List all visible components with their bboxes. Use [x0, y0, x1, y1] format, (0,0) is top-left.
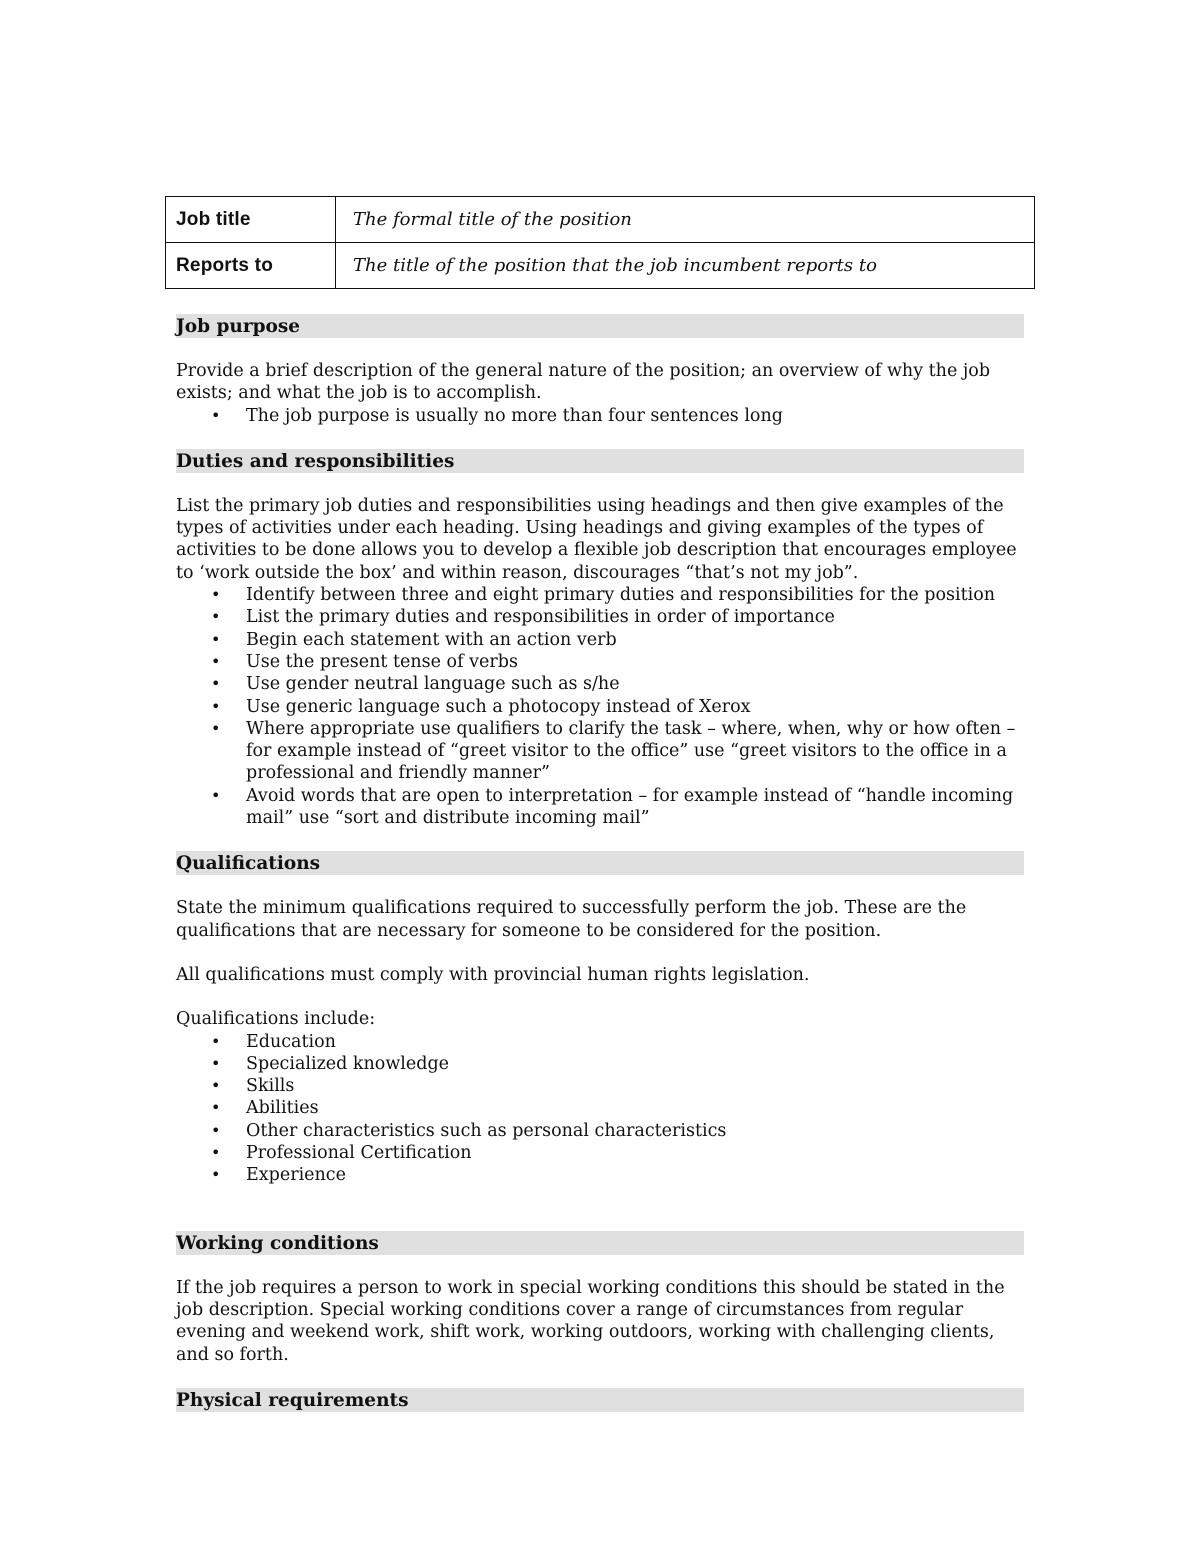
list-item: • Professional Certification: [211, 1143, 472, 1164]
job-purpose-paragraph: Provide a brief description of the general nature of the position; an overview of why the job exists; and what the job is to accomplish.: [176, 361, 991, 404]
reports-to-value: The title of the position that the job incumbent reports to: [336, 243, 1035, 289]
list-item: • Other characteristics such as personal characteristics: [211, 1120, 727, 1141]
table-row: [166, 243, 1035, 289]
list-item: • Skills: [211, 1076, 295, 1097]
qualifications-paragraph-3: Qualifications include:: [176, 1009, 376, 1030]
list-item: • Where appropriate use qualifiers to clarify the task – where, when, why or how often – for example instead of “greet visitor to the office” use “greet visitors to the office in a professional and friendly manner”: [211, 718, 1016, 784]
working-conditions-heading: Working conditions: [176, 1231, 1024, 1255]
list-item: • Education: [211, 1031, 336, 1052]
job-title-label: Job title: [166, 197, 336, 243]
job-purpose-heading: Job purpose: [176, 314, 1024, 338]
job-info-table: [165, 196, 1035, 289]
duties-heading: Duties and responsibilities: [176, 449, 1024, 473]
qualifications-bullets: [176, 1031, 1024, 1187]
list-item: • The job purpose is usually no more than four sentences long: [211, 405, 783, 426]
list-item: • Use generic language such a photocopy instead of Xerox: [211, 696, 751, 717]
document-body: [176, 314, 1024, 1412]
list-item: • Avoid words that are open to interpretation – for example instead of “handle incoming mail” use “sort and distribute incoming mail”: [211, 785, 1014, 829]
physical-requirements-heading: Physical requirements: [176, 1388, 1024, 1412]
list-item: • Abilities: [211, 1098, 319, 1119]
reports-to-label: Reports to: [166, 243, 336, 289]
working-conditions-paragraph: If the job requires a person to work in special working conditions this should be stated in the job description. Special working conditions cover a range of circumstances from regular evening and weekend work, shift work, working outdoors, working with challenging clients, and so forth.: [176, 1277, 1005, 1365]
list-item: • Specialized knowledge: [211, 1053, 450, 1074]
job-purpose-bullets: [176, 405, 1024, 427]
list-item: • Use gender neutral language such as s/he: [211, 674, 620, 695]
list-item: • Use the present tense of verbs: [211, 651, 518, 672]
table-row: [166, 197, 1035, 243]
list-item: • List the primary duties and responsibilities in order of importance: [211, 607, 835, 628]
job-title-value: The formal title of the position: [336, 197, 1035, 243]
qualifications-paragraph-1: State the minimum qualifications required to successfully perform the job. These are the qualifications that are necessary for someone to be considered for the position.: [176, 898, 967, 941]
duties-bullets: [176, 584, 1024, 829]
qualifications-heading: Qualifications: [176, 851, 1024, 875]
list-item: • Experience: [211, 1165, 346, 1186]
duties-paragraph: List the primary job duties and responsibilities using headings and then give examples of the types of activities under each heading. Using headings and giving examples of the types of activities to be done allows you to develop a flexible job description that encourages employee to ‘work outside the box’ and within reason, discourages “that’s not my job”.: [176, 495, 1017, 583]
list-item: • Identify between three and eight primary duties and responsibilities for the position: [211, 585, 996, 606]
list-item: • Begin each statement with an action verb: [211, 629, 617, 650]
qualifications-paragraph-2: All qualifications must comply with provincial human rights legislation.: [176, 964, 810, 985]
